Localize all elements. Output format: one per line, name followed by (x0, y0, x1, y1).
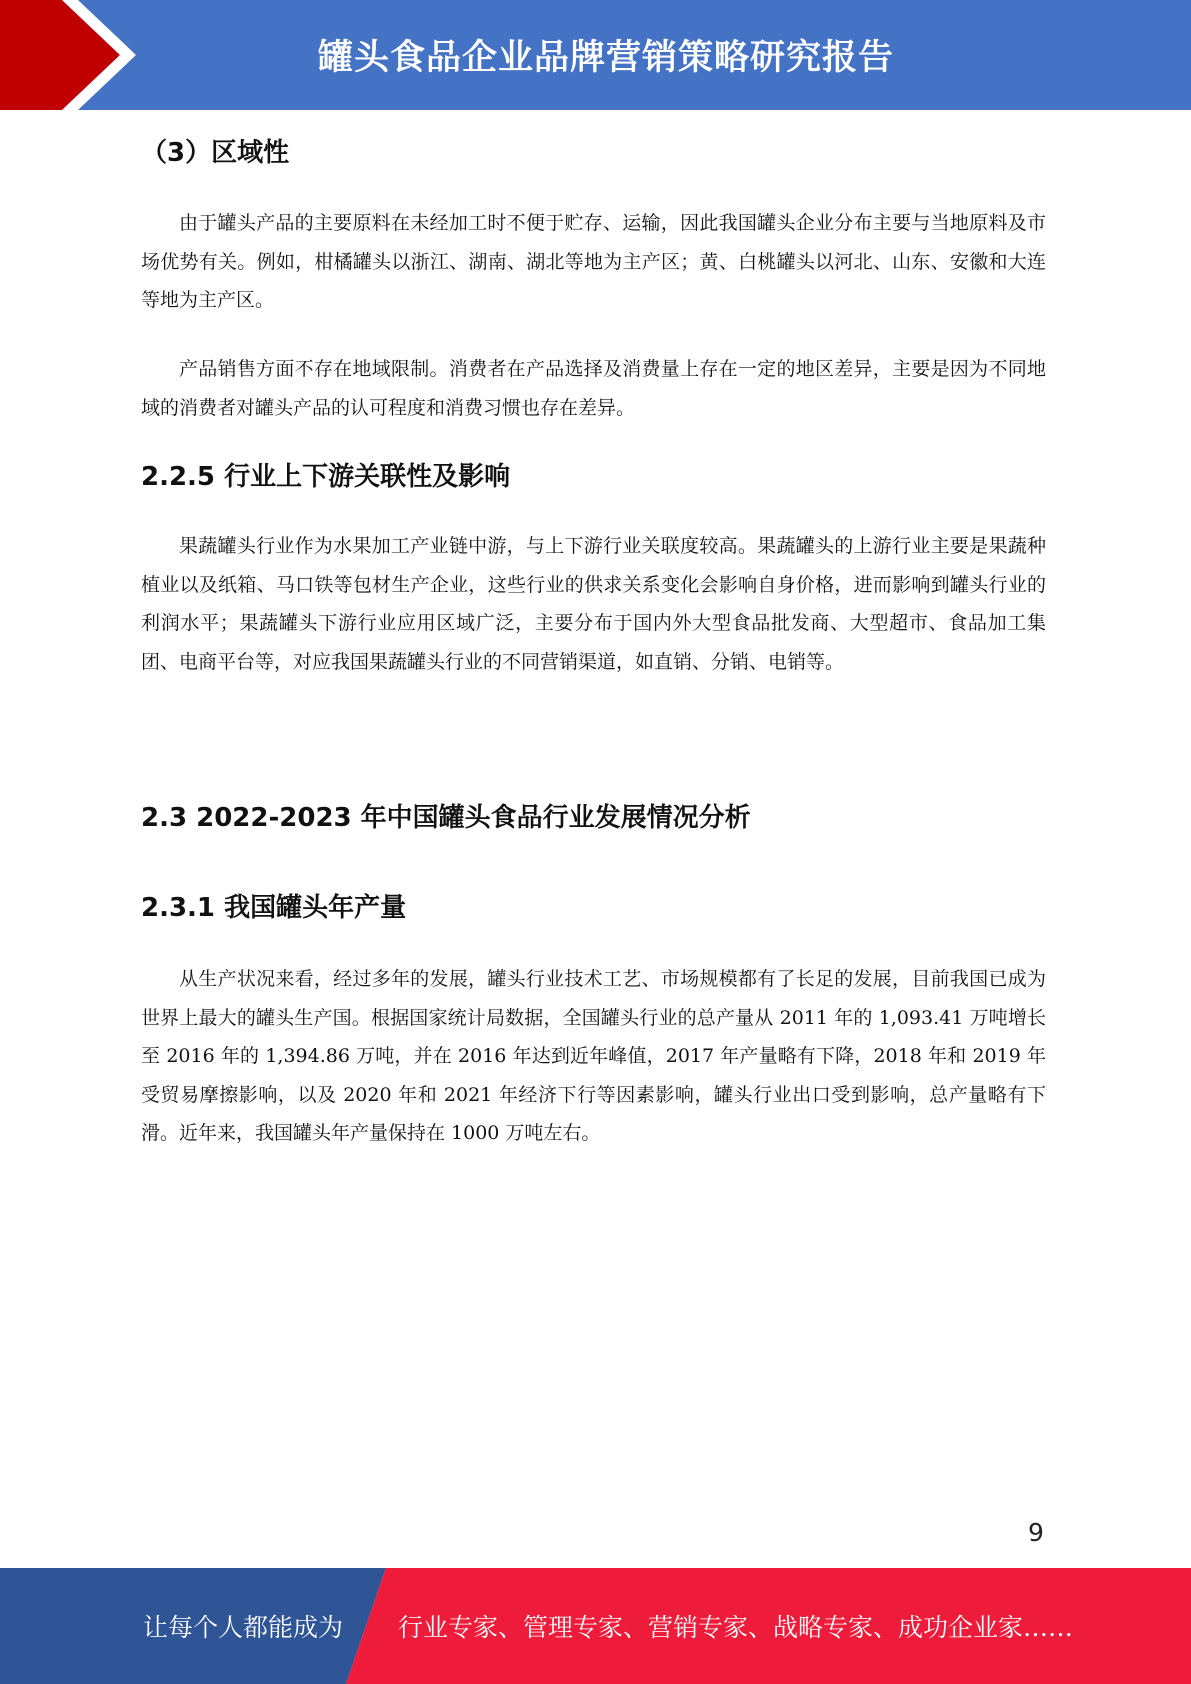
header-title: 罐头食品企业品牌营销策略研究报告 (318, 38, 895, 78)
page-header (0, 0, 1191, 110)
footer-slogan-left: 让每个人都能成为 (143, 1613, 344, 1642)
heading-regional: （3）区域性 (141, 138, 290, 168)
footer-slogan-right: 行业专家、管理专家、营销专家、战略专家、成功企业家…… (398, 1613, 1074, 1642)
heading-2-2-5: 2.2.5 行业上下游关联性及影响 (141, 462, 511, 492)
paragraph-regional-1: 由于罐头产品的主要原料在未经加工时不便于贮存、运输，因此我国罐头企业分布主要与当地原料及市场优势有关。例如，柑橘罐头以浙江、湖南、湖北等地为主产区；黄、白桃罐头以河北、山东、安徽和大连等地为主产区。 (141, 212, 1046, 311)
heading-2-3-1: 2.3.1 我国罐头年产量 (141, 893, 407, 923)
header-arrow-decoration (0, 0, 200, 110)
heading-2-3: 2.3 2022-2023 年中国罐头食品行业发展情况分析 (141, 803, 751, 833)
paragraph-upstream-downstream: 果蔬罐头行业作为水果加工产业链中游，与上下游行业关联度较高。果蔬罐头的上游行业主要是果蔬种植业以及纸箱、马口铁等包材生产企业，这些行业的供求关系变化会影响自身价格，进而影响到罐头行业的利润水平；果蔬罐头下游行业应用区域广泛，主要分布于国内外大型食品批发商、大型超市、食品加工集团、电商平台等，对应我国果蔬罐头行业的不同营销渠道，如直销、分销、电销等。 (141, 535, 1046, 673)
paragraph-regional-2: 产品销售方面不存在地域限制。消费者在产品选择及消费量上存在一定的地区差异，主要是因为不同地域的消费者对罐头产品的认可程度和消费习惯也存在差异。 (141, 358, 1046, 419)
page-number: 9 (1028, 1518, 1044, 1547)
paragraph-annual-output: 从生产状况来看，经过多年的发展，罐头行业技术工艺、市场规模都有了长足的发展，目前我国已成为世界上最大的罐头生产国。根据国家统计局数据，全国罐头行业的总产量从 2011 年的 1,093.41 万吨增长至 2016 年的 1,394.86 万吨，并在 2016 年达到近年峰值，2017 年产量略有下降，2018 年和 2019 年受贸易摩擦影响，以及 2020 年和 2021 年经济下行等因素影响，罐头行业出口受到影响，总产量略有下滑。近年来，我国罐头年产量保持在 1000 万吨左右。 (141, 968, 1046, 1144)
page-footer (0, 1568, 1191, 1684)
header-red-chevron (0, 0, 120, 110)
